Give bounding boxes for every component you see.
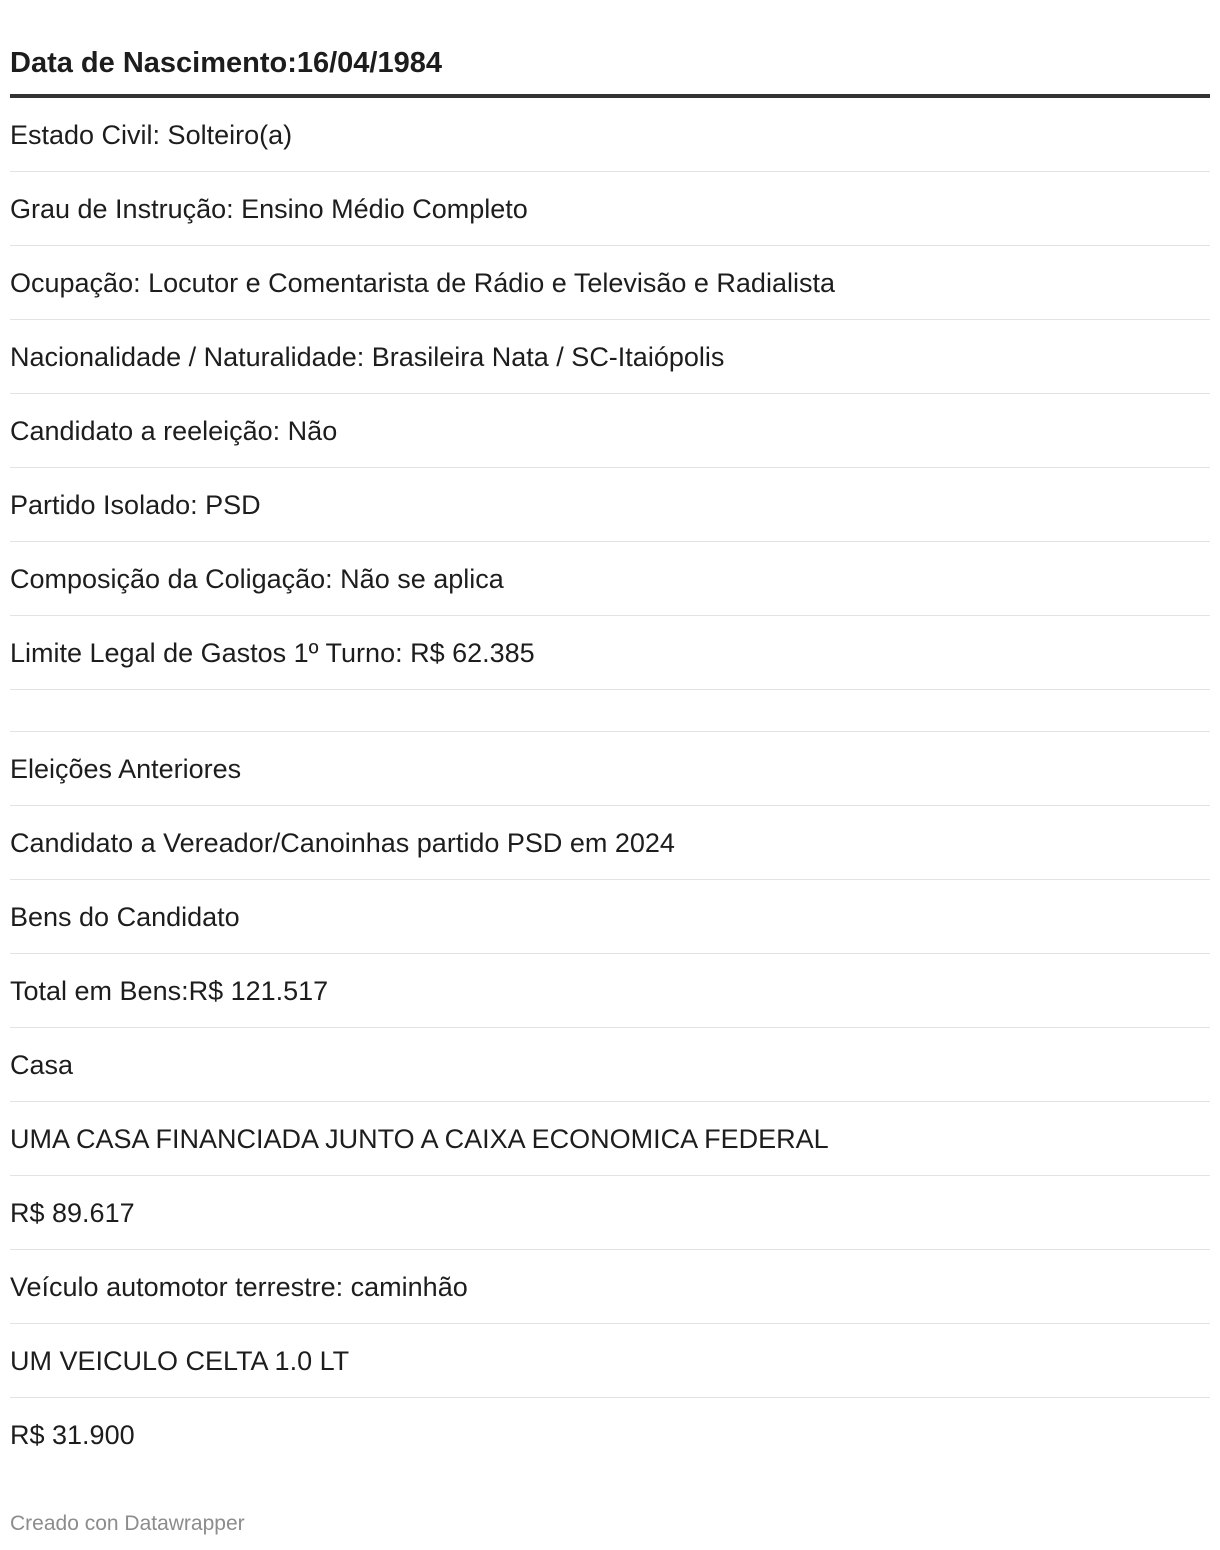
footer-credit: Creado con Datawrapper [10, 1512, 245, 1535]
table-cell: Casa [10, 1049, 74, 1080]
table-cell: Partido Isolado: PSD [10, 489, 261, 520]
table-row [10, 616, 1210, 690]
table-cell: Grau de Instrução: Ensino Médio Completo [10, 193, 528, 224]
data-table [10, 0, 1210, 1472]
table-cell: Nacionalidade / Naturalidade: Brasileira Nata / SC-Itaiópolis [10, 341, 725, 372]
table-cell: Bens do Candidato [10, 901, 240, 932]
table-row [10, 1102, 1210, 1176]
table-row [10, 542, 1210, 616]
table-row [10, 806, 1210, 880]
table-cell: Veículo automotor terrestre: caminhão [10, 1271, 468, 1302]
table-header-cell: Data de Nascimento:16/04/1984 [10, 47, 442, 79]
table-row [10, 1398, 1210, 1472]
table-row-empty [10, 690, 1210, 732]
table-row [10, 1028, 1210, 1102]
table-row [10, 1250, 1210, 1324]
table-row [10, 1176, 1210, 1250]
table-cell: UMA CASA FINANCIADA JUNTO A CAIXA ECONOMICA FEDERAL [10, 1123, 829, 1154]
table-cell: Estado Civil: Solteiro(a) [10, 119, 293, 150]
table-row [10, 394, 1210, 468]
table-row [10, 468, 1210, 542]
table-cell: Ocupação: Locutor e Comentarista de Rádio e Televisão e Radialista [10, 267, 835, 298]
table-row [10, 732, 1210, 806]
table-row [10, 320, 1210, 394]
table-cell: Total em Bens:R$ 121.517 [10, 975, 329, 1006]
table-cell: Limite Legal de Gastos 1º Turno: R$ 62.385 [10, 637, 535, 668]
table-cell: R$ 89.617 [10, 1197, 135, 1228]
table-row [10, 1324, 1210, 1398]
table-cell: Composição da Coligação: Não se aplica [10, 563, 504, 594]
table-cell: Eleições Anteriores [10, 753, 242, 784]
table-header-row [10, 0, 1210, 98]
table-cell: R$ 31.900 [10, 1420, 135, 1450]
table-cell: Candidato a Vereador/Canoinhas partido PSD em 2024 [10, 827, 675, 858]
table-row [10, 246, 1210, 320]
table-cell: UM VEICULO CELTA 1.0 LT [10, 1345, 350, 1376]
table-row [10, 880, 1210, 954]
table-row [10, 172, 1210, 246]
table-row [10, 98, 1210, 172]
table-row [10, 954, 1210, 1028]
table-cell: Candidato a reeleição: Não [10, 415, 338, 446]
